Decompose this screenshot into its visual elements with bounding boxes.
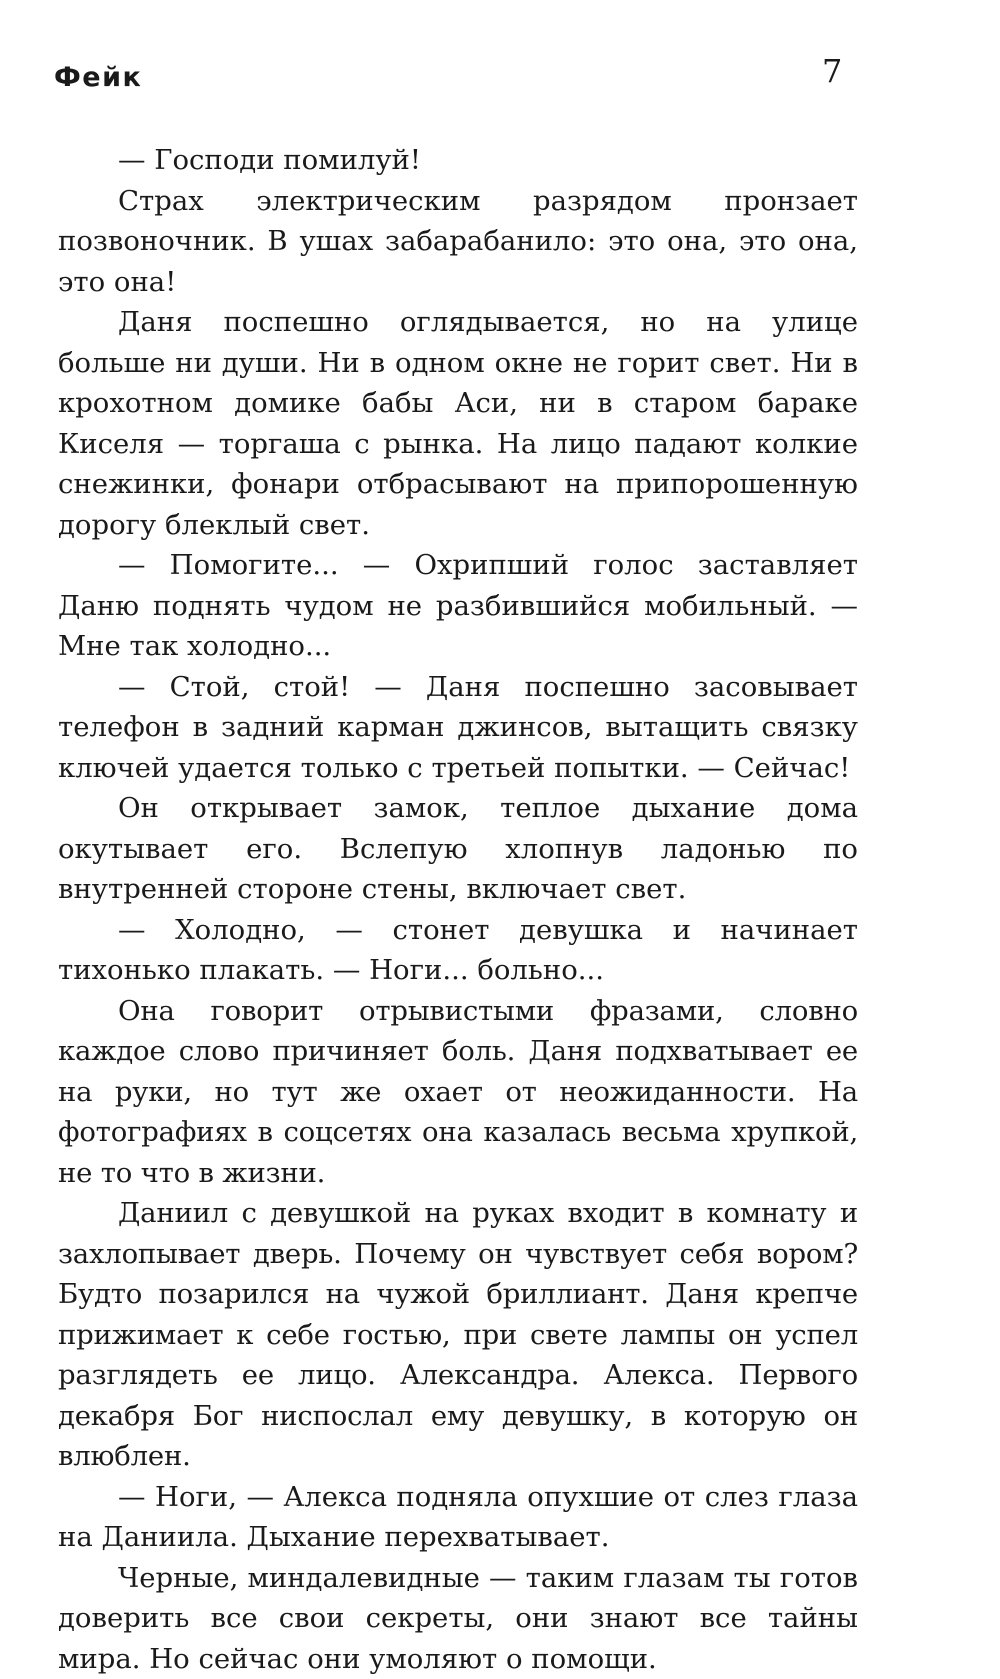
- paragraph: — Холодно, — стонет девушка и начинает тихонько плакать. — Ноги... больно...: [58, 910, 858, 991]
- paragraph: — Помогите... — Охрипший голос заставляет Даню поднять чудом не разбившийся мобильный. — Мне так холодно...: [58, 545, 858, 667]
- paragraph: Он открывает замок, теплое дыхание дома окутывает его. Вслепую хлопнув ладонью по внутренней стороне стены, включает свет.: [58, 788, 858, 910]
- running-title: Фейк: [54, 62, 850, 102]
- paragraph: Черные, миндалевидные — таким глазам ты готов доверить все свои секреты, они знают все тайны мира. Но сейчас они умоляют о помощи.: [58, 1558, 858, 1679]
- paragraph: Страх электрическим разрядом пронзает позвоночник. В ушах забарабанило: это она, это она, это она!: [58, 181, 858, 303]
- page-number: 7: [822, 52, 842, 90]
- paragraph: Она говорит отрывистыми фразами, словно каждое слово причиняет боль. Даня подхватывает ее на руки, но тут же охает от неожиданности. На фотографиях в соцсетях она казалась весьма хрупкой, не то что в жизни.: [58, 991, 858, 1194]
- body-text: [58, 140, 858, 1679]
- paragraph: — Стой, стой! — Даня поспешно засовывает телефон в задний карман джинсов, вытащить связку ключей удается только с третьей попытки. — Сейчас!: [58, 667, 858, 789]
- paragraph: — Господи помилуй!: [58, 140, 858, 181]
- paragraph: Даниил с девушкой на руках входит в комнату и захлопывает дверь. Почему он чувствует себя вором? Будто позарился на чужой бриллиант. Даня крепче прижимает к себе гостью, при свете лампы он успел разглядеть ее лицо. Александра. Алекса. Первого декабря Бог ниспослал ему девушку, в которую он влюблен.: [58, 1193, 858, 1477]
- paragraph: — Ноги, — Алекса подняла опухшие от слез глаза на Даниила. Дыхание перехватывает.: [58, 1477, 858, 1558]
- paragraph: Даня поспешно оглядывается, но на улице больше ни души. Ни в одном окне не горит свет. Ни в крохотном домике бабы Аси, ни в старом бараке Киселя — торгаша с рынка. На лицо падают колкие снежинки, фонари отбрасывают на припорошенную дорогу блеклый свет.: [58, 302, 858, 545]
